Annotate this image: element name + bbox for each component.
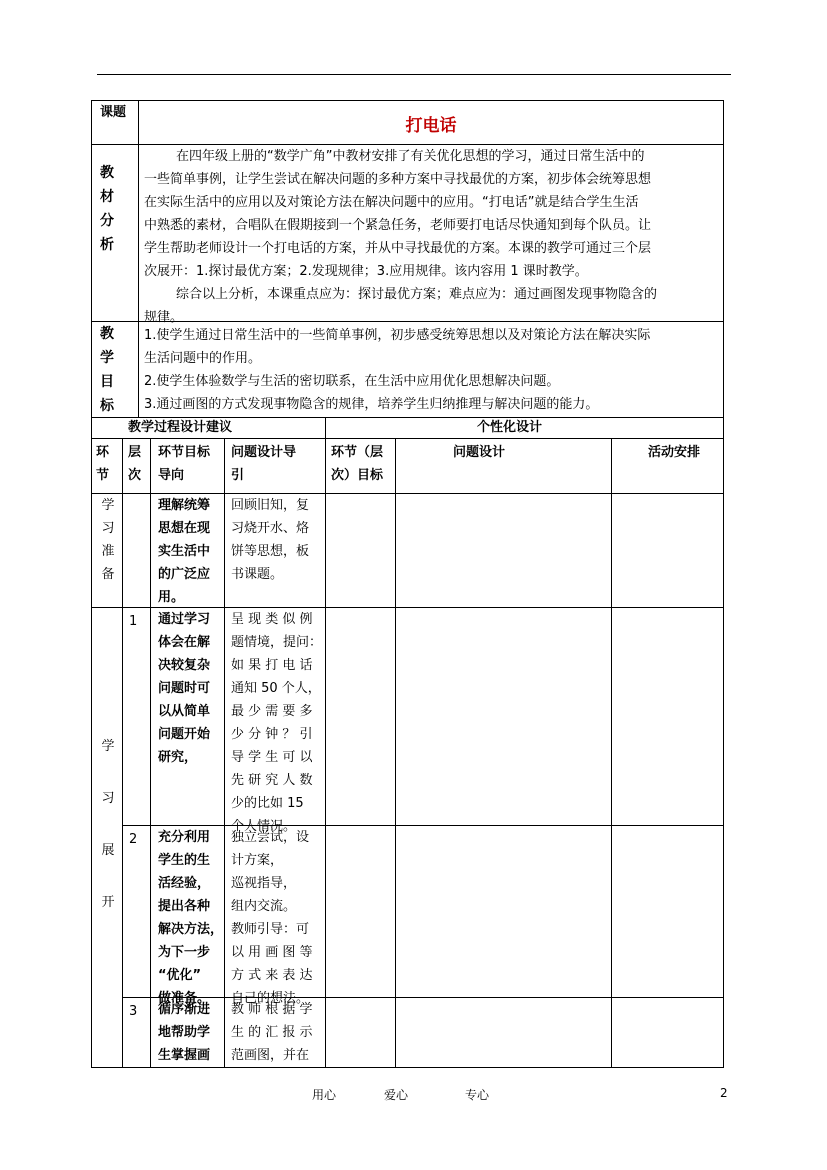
section-prep: 学 习 准 备 <box>101 498 115 582</box>
col-r1: 环节（层 次）目标 <box>331 445 384 483</box>
mubiao-list: 1.使学生通过日常生活中的一些简单事例，初步感受统筹思想以及对策论方法在解决实际 生活问题中的作用。 2.使学生体验数学与生活的密切联系，在生活中应用优化思想解决问题。 3.通过画图的方式发现事物隐含的规律，培养学生归纳推理与解决问题的能力。 <box>144 328 651 412</box>
level-3: 3 <box>129 1004 138 1019</box>
col-r3: 活动安排 <box>648 445 701 460</box>
jiaocai-paragraph-1: 在四年级上册的“数学广角”中教材安排了有关优化思想的学习，通过日常生活中的 一些简单事例，让学生尝试在解决问题的多种方案中寻找最优的方案，初步体会统筹思想 在实际生活中的应用以及对策论方法在解决问题中的应用。“打电话”就是结合学生生活 中熟悉的素材，合唱队在假期接到一个紧急任务，老师要打电话尽快通知到每个队员。让 学生帮助老师设计一个打电话的方案，并从中寻找最优的方案。本课的教学可通过三个层 次展开：1.探讨最优方案；2.发现规律；3.应用规律。该内容用 1 课时教学。 综合以上分析，本课重点应为：探讨最优方案；难点应为：通过画图发现事物隐含的 规律。 <box>144 149 658 325</box>
expand-r3-question: 教 师 根 据 学 生 的 汇 报 示 范画图，并在 <box>231 1002 313 1063</box>
process-right-header: 个性化设计 <box>477 420 543 435</box>
level-1: 1 <box>129 614 138 629</box>
col-mubiao: 环节目标 导向 <box>158 445 211 483</box>
expand-r3-goal: 循序渐进 地帮助学 生掌握画 <box>158 1002 211 1063</box>
label-ketia: 课题 <box>100 105 127 120</box>
level-2: 2 <box>129 832 138 847</box>
expand-r1-question: 呈 现 类 似 例 题情境，提问： 如 果 打 电 话 通知 50 个人， 最 少 需 要 多 少 分 钟 ？ 引 导 学 生 可 以 先 研 究 人 数 少的比如 15 个人情况。 <box>231 612 323 834</box>
prep-question: 回顾旧知，复 习烧开水、烙 饼等思想，板 书课题。 <box>231 498 310 582</box>
expand-r2-goal: 充分利用 学生的生 活经验， 提出各种 解决方法， 为下一步 “优化” 做准备。 <box>158 830 224 1006</box>
section-label-mubiao: 教 学 目 标 <box>100 326 114 414</box>
footer-item-yongxin: 用心 <box>312 1088 337 1102</box>
col-wenti: 问题设计导 引 <box>231 445 297 483</box>
footer-item-zhuanxin: 专心 <box>465 1088 490 1102</box>
page-title: 打电话 <box>405 116 457 136</box>
section-label-jiaocai: 教 材 分 析 <box>100 165 114 253</box>
page-number: 2 <box>720 1086 728 1100</box>
col-cengci: 层 次 <box>128 445 142 483</box>
prep-goal: 理解统筹 思想在现 实生活中 的广泛应 用。 <box>158 498 211 605</box>
process-left-header: 教学过程设计建议 <box>128 420 233 435</box>
section-expand: 学 习 展 开 <box>101 739 115 910</box>
footer-item-aixin: 爱心 <box>384 1088 409 1102</box>
col-r2: 问题设计 <box>453 445 506 460</box>
expand-r1-goal: 通过学习 体会在解 决较复杂 问题时可 以从简单 问题开始 研究， <box>158 612 211 765</box>
header-rule <box>97 74 731 75</box>
col-huanjie: 环 节 <box>96 445 110 483</box>
expand-r2-question: 独立尝试，设 计方案， 巡视指导， 组内交流。 教师引导：可 以 用 画 图 等 方 式 来 表 达 自己的想法。 <box>231 830 313 1006</box>
